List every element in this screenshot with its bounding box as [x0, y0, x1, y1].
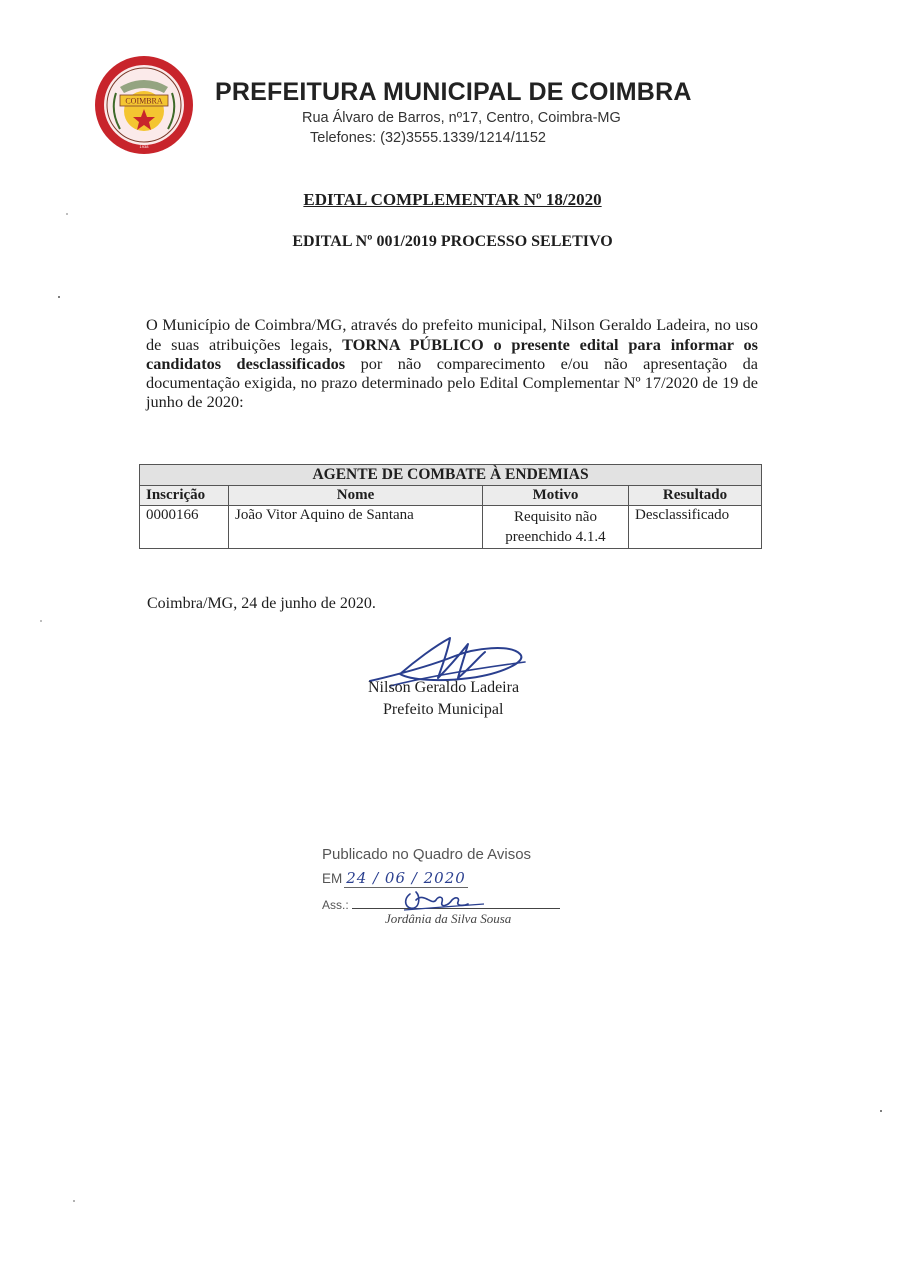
column-header-resultado: Resultado: [629, 486, 762, 506]
coimbra-seal-logo: [94, 53, 194, 157]
cell-inscricao: 0000166: [140, 506, 229, 549]
intro-bold-statement: TORNA PÚBLICO o presente edital para informar os candidatos desclassificados: [146, 334, 758, 373]
publication-date-value: 24 / 06 / 2020: [346, 869, 466, 887]
publication-stamp-title: Publicado no Quadro de Avisos: [322, 846, 532, 863]
organization-address: Rua Álvaro de Barros, nº17, Centro, Coimbra-MG: [302, 110, 621, 126]
scan-speck: [880, 1110, 882, 1112]
organization-phones: Telefones: (32)3555.1339/1214/1152: [310, 130, 546, 146]
cell-nome: João Vitor Aquino de Santana: [229, 506, 483, 549]
column-header-nome: Nome: [229, 486, 483, 506]
column-header-motivo: Motivo: [483, 486, 629, 506]
scan-speck: [66, 213, 68, 215]
place-date: Coimbra/MG, 24 de junho de 2020.: [147, 595, 376, 612]
organization-name: PREFEITURA MUNICIPAL DE COIMBRA: [215, 78, 692, 106]
intro-paragraph: O Município de Coimbra/MG, através do prefeito municipal, Nilson Geraldo Ladeira, no uso de suas atribuições legais, TORNA PÚBLICO o presente edital para informar os candidatos desclassificados por não comparecimento e/ou não apresentação da documentação exigida, no prazo determinado pelo Edital Complementar Nº 17/2020 de 19 de junho de 2020:: [146, 315, 758, 412]
publication-signature-label: Ass.:: [322, 898, 349, 912]
scan-speck: [73, 1200, 75, 1202]
svg-text:1938: 1938: [139, 144, 149, 149]
scan-speck: [40, 620, 42, 622]
cell-resultado: Desclassificado: [629, 506, 762, 549]
publication-stamp-name: Jordânia da Silva Sousa: [385, 911, 512, 926]
signer-name: Nilson Geraldo Ladeira: [368, 679, 520, 696]
scan-speck: [58, 296, 60, 298]
publication-stamp-date-row: [322, 869, 468, 887]
document-title: EDITAL COMPLEMENTAR Nº 18/2020: [303, 190, 602, 209]
publication-date-label: EM: [322, 871, 343, 886]
svg-text:COIMBRA: COIMBRA: [125, 96, 163, 106]
document-subtitle: EDITAL Nº 001/2019 PROCESSO SELETIVO: [292, 233, 613, 250]
table-group-title: AGENTE DE COMBATE À ENDEMIAS: [140, 465, 762, 486]
column-header-inscricao: Inscrição: [140, 486, 229, 506]
table-row: [140, 506, 762, 549]
cell-motivo: Requisito não preenchido 4.1.4: [483, 506, 629, 549]
signer-title: Prefeito Municipal: [383, 701, 504, 718]
results-table: [139, 464, 762, 549]
